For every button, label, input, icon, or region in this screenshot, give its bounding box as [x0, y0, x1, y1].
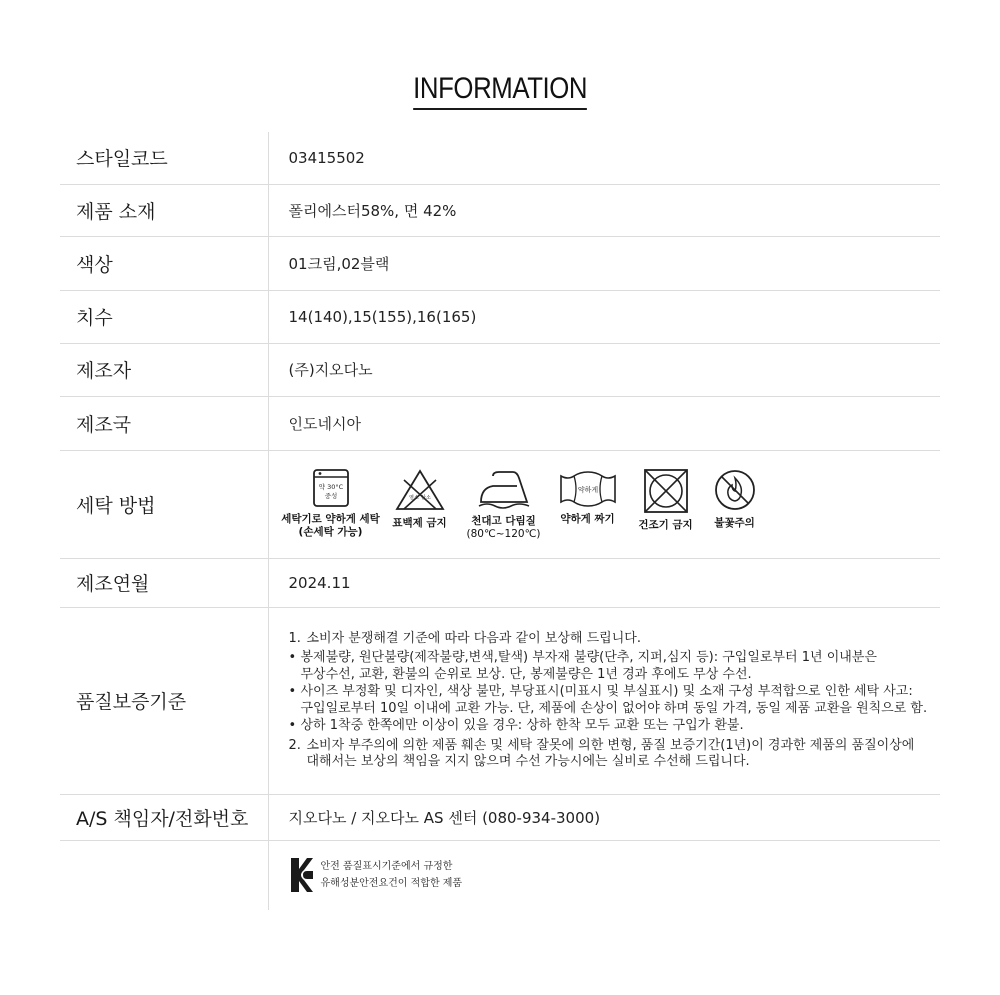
care-inner-label: 약 30°C	[318, 482, 343, 491]
row-label: 제조국	[60, 396, 268, 450]
country-value: 인도네시아	[268, 396, 940, 450]
table-row	[60, 396, 940, 450]
care-item	[635, 468, 697, 532]
care-caption: 불꽃주의	[714, 516, 755, 529]
table-row	[60, 290, 940, 343]
row-label: 세탁 방법	[60, 450, 268, 558]
washing-icons-cell	[268, 450, 940, 558]
no-fire-icon	[713, 468, 757, 512]
quality-bullet-text: 무상수선, 교환, 환불의 순위로 보상. 단, 봉제불량은 1년 경과 후에도 무상 수선.	[300, 666, 752, 682]
care-inner-label: 산소	[420, 494, 431, 501]
care-caption: 표백제 금지	[392, 516, 447, 529]
care-icons	[281, 468, 941, 541]
list-number: 1.	[288, 630, 301, 646]
row-label: 품질보증기준	[60, 607, 268, 794]
page-title-wrap	[0, 72, 1000, 110]
table-row	[60, 607, 940, 794]
washing-machine-30c-icon	[311, 468, 351, 508]
quality-text	[289, 631, 941, 771]
row-label: 치수	[60, 290, 268, 343]
quality-item-text: 대해서는 보상의 책임을 지지 않으며 수선 가능시에는 실비로 수선해 드립니다.	[306, 754, 750, 769]
care-item	[555, 468, 621, 526]
quality-bullet-text: 사이즈 부정확 및 디자인, 색상 불만, 부당표시(미표시 및 부실표시) 및 소재 구성 부적합으로 인한 세탁 사고:	[300, 684, 913, 699]
care-inner-label: 염소	[408, 494, 419, 501]
kc-mark	[289, 856, 941, 894]
table-row	[60, 794, 940, 840]
kc-certification-icon	[289, 856, 315, 894]
size-value: 14(140),15(155),16(165)	[268, 290, 940, 343]
page-title: INFORMATION	[413, 72, 587, 110]
row-label: 제조연월	[60, 558, 268, 607]
product-info-table	[60, 132, 940, 910]
list-item	[289, 718, 941, 735]
row-label: 제품 소재	[60, 184, 268, 236]
care-inner-label: 약하게	[577, 485, 598, 494]
list-item	[289, 738, 941, 771]
care-caption: 약하게 짜기	[560, 512, 615, 525]
list-item	[289, 631, 941, 648]
mfg-date-value: 2024.11	[268, 558, 940, 607]
table-row	[60, 343, 940, 396]
care-caption: 건조기 금지	[638, 518, 693, 531]
care-item	[467, 468, 541, 541]
care-caption-sub: (80℃~120℃)	[466, 527, 541, 540]
care-item	[281, 468, 380, 539]
quality-item-text: 소비자 부주의에 의한 제품 훼손 및 세탁 잘못에 의한 변형, 품질 보증기간(1년)이 경과한 제품의 품질이상에	[306, 737, 915, 753]
bullet-icon: •	[288, 718, 297, 733]
bullet-icon: •	[288, 684, 297, 699]
row-label: A/S 책임자/전화번호	[60, 794, 268, 840]
quality-bullet-text: 봉제불량, 원단불량(제작불량,변색,탈색) 부자재 불량(단추, 지퍼,심지 등): 구입일로부터 1년 이내분은	[300, 650, 877, 665]
list-number: 2.	[288, 737, 301, 753]
no-bleach-icon	[394, 468, 446, 512]
table-row	[60, 840, 940, 910]
kc-text: 유해성분안전요건이 적합한 제품	[320, 878, 463, 890]
quality-bullet-text: 구입일로부터 10일 이내에 교환 가능. 단, 제품에 손상이 없어야 하며 동일 가격, 동일 제품 교환을 원칙으로 함.	[300, 700, 928, 716]
iron-with-cloth-icon	[477, 468, 531, 510]
table-row	[60, 236, 940, 290]
care-item	[711, 468, 759, 530]
quality-item-text: 소비자 분쟁해결 기준에 따라 다음과 같이 보상해 드립니다.	[306, 630, 641, 646]
as-value: 지오다노 / 지오다노 AS 센터 (080-934-3000)	[268, 794, 940, 840]
list-item	[289, 650, 941, 683]
table-row	[60, 558, 940, 607]
style-code-value: 03415502	[268, 132, 940, 184]
row-label: 제조자	[60, 343, 268, 396]
care-caption: 천대고 다림질	[471, 514, 536, 527]
care-caption: 세탁기로 약하게 세탁	[281, 512, 380, 525]
material-value: 폴리에스터58%, 면 42%	[268, 184, 940, 236]
row-label: 색상	[60, 236, 268, 290]
row-label: 스타일코드	[60, 132, 268, 184]
care-caption-sub: (손세탁 가능)	[298, 525, 363, 538]
color-value: 01크림,02블랙	[268, 236, 940, 290]
kc-text: 안전 품질표시기준에서 규정한	[320, 861, 453, 873]
table-row	[60, 184, 940, 236]
care-inner-label: 중성	[324, 491, 337, 500]
kc-cell	[268, 840, 940, 910]
manufacturer-value: (주)지오다노	[268, 343, 940, 396]
row-label-empty	[60, 840, 268, 910]
quality-cell	[268, 607, 940, 794]
list-item	[289, 684, 941, 717]
no-tumble-dry-icon	[643, 468, 689, 514]
table-row	[60, 450, 940, 558]
quality-bullet-text: 상하 1착중 한쪽에만 이상이 있을 경우: 상하 한착 모두 교환 또는 구입가 환불.	[300, 718, 744, 733]
care-item	[387, 468, 453, 530]
bullet-icon: •	[288, 650, 297, 665]
gentle-wring-icon	[558, 468, 618, 508]
table-row	[60, 132, 940, 184]
